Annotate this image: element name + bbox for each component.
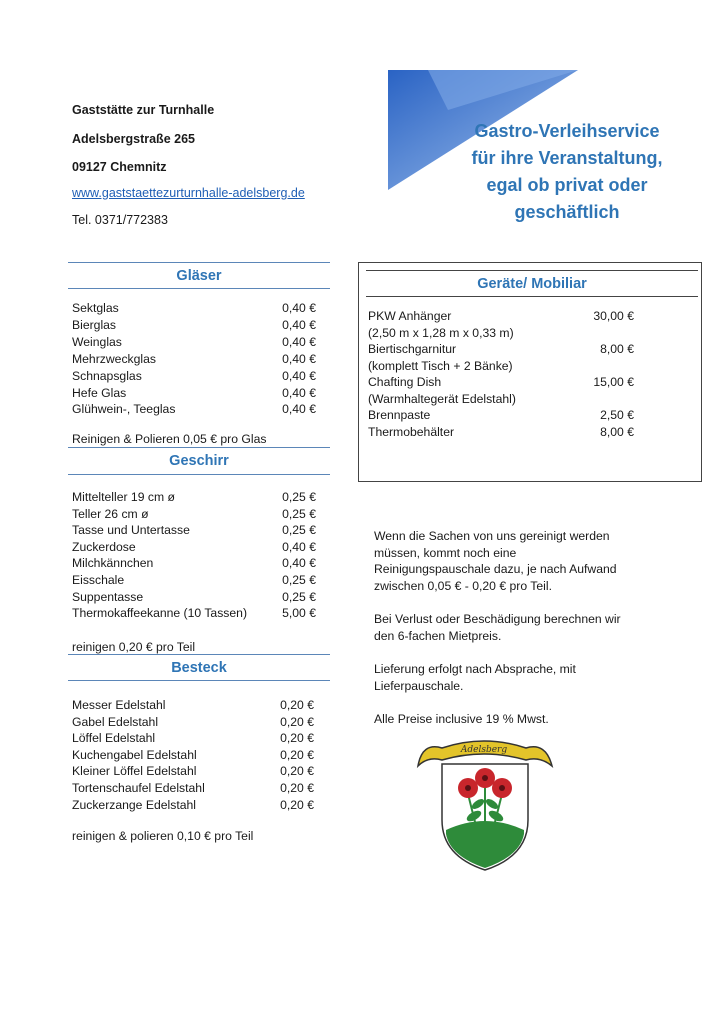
besteck-item-name: Messer Edelstahl bbox=[72, 698, 166, 712]
tagline-line-3: egal ob privat oder bbox=[486, 175, 648, 195]
glaeser-rule-top bbox=[68, 262, 330, 263]
business-phone: Tel. 0371/772383 bbox=[72, 213, 168, 227]
besteck-item-price: 0,20 € bbox=[280, 714, 314, 729]
besteck-item-name: Kuchengabel Edelstahl bbox=[72, 747, 197, 762]
geschirr-note: reinigen 0,20 € pro Teil bbox=[72, 640, 196, 654]
geschirr-item-name: Suppentasse bbox=[72, 589, 144, 604]
glaeser-title: Gläser bbox=[176, 268, 222, 284]
tagline-line-4: geschäftlich bbox=[514, 202, 620, 222]
info-cleaning-line: zwischen 0,05 € - 0,20 € pro Teil. bbox=[374, 578, 552, 593]
geschirr-item-name: Zuckerdose bbox=[72, 539, 136, 554]
info-damage-line: den 6-fachen Mietpreis. bbox=[374, 628, 502, 643]
geschirr-item-price: 0,25 € bbox=[282, 506, 316, 521]
glaeser-rule-bottom bbox=[68, 288, 330, 289]
besteck-item-name: Kleiner Löffel Edelstahl bbox=[72, 764, 197, 779]
info-delivery-line: Lieferung erfolgt nach Absprache, mit bbox=[374, 662, 576, 676]
geraete-item-name: (Warmhaltegerät Edelstahl) bbox=[368, 391, 516, 406]
glaeser-item-price: 0,40 € bbox=[282, 317, 316, 332]
info-damage bbox=[374, 611, 674, 644]
geraete-item-price: 8,00 € bbox=[600, 424, 634, 439]
business-website[interactable] bbox=[72, 186, 305, 200]
geschirr-item-price: 0,25 € bbox=[282, 589, 316, 604]
geraete-rule-top bbox=[366, 270, 698, 271]
geschirr-item-name: Teller 26 cm ø bbox=[72, 506, 149, 521]
business-street: Adelsbergstraße 265 bbox=[72, 132, 195, 146]
business-city: 09127 Chemnitz bbox=[72, 160, 167, 174]
glaeser-item-name: Bierglas bbox=[72, 317, 117, 332]
geschirr-item-price: 0,25 € bbox=[282, 490, 316, 504]
besteck-item-price: 0,20 € bbox=[280, 797, 314, 812]
glaeser-item-name: Weinglas bbox=[72, 334, 122, 349]
tagline-line-1: Gastro-Verleihservice bbox=[474, 121, 660, 141]
besteck-item-name: Gabel Edelstahl bbox=[72, 714, 159, 729]
geraete-item-price: 2,50 € bbox=[600, 408, 634, 422]
besteck-note: reinigen & polieren 0,10 € pro Teil bbox=[72, 829, 254, 843]
adelsberg-crest bbox=[412, 734, 557, 872]
glaeser-item-price: 0,40 € bbox=[282, 385, 316, 400]
besteck-item-price: 0,20 € bbox=[280, 731, 314, 746]
info-vat: Alle Preise inclusive 19 % Mwst. bbox=[374, 712, 549, 726]
website-link[interactable]: www.gaststaettezurturnhalle-adelsberg.de bbox=[72, 186, 305, 200]
info-delivery-line: Lieferpauschale. bbox=[374, 678, 464, 693]
besteck-rule-top bbox=[68, 654, 330, 655]
geschirr-item-name: Tasse und Untertasse bbox=[72, 523, 190, 538]
geschirr-item-price: 0,25 € bbox=[282, 523, 316, 538]
geschirr-item-name: Thermokaffeekanne (10 Tassen) bbox=[72, 606, 248, 621]
crest-ribbon-text: Adelsberg bbox=[460, 745, 508, 755]
geraete-item-price: 30,00 € bbox=[593, 309, 634, 323]
besteck-item-price: 0,20 € bbox=[280, 781, 314, 795]
geraete-item-name: Thermobehälter bbox=[368, 424, 455, 439]
info-cleaning-line: müssen, kommt noch eine bbox=[374, 545, 517, 560]
glaeser-item-name: Hefe Glas bbox=[72, 385, 127, 400]
tagline-line-2: für ihre Veranstaltung, bbox=[471, 148, 663, 168]
info-cleaning-line: Reinigungspauschale dazu, je nach Aufwand bbox=[374, 562, 617, 576]
besteck-item-price: 0,20 € bbox=[280, 764, 314, 779]
glaeser-item-price: 0,40 € bbox=[282, 334, 316, 349]
business-name: Gaststätte zur Turnhalle bbox=[72, 103, 215, 117]
glaeser-item-name: Mehrzweckglas bbox=[72, 351, 156, 366]
besteck-item-name: Zuckerzange Edelstahl bbox=[72, 797, 196, 812]
info-cleaning bbox=[374, 528, 674, 594]
besteck-item-name: Löffel Edelstahl bbox=[72, 731, 156, 746]
geraete-item-name: Biertischgarnitur bbox=[368, 342, 457, 356]
geschirr-item-price: 0,40 € bbox=[282, 556, 316, 571]
info-cleaning-line: Wenn die Sachen von uns gereinigt werden bbox=[374, 529, 610, 543]
geschirr-rule-top bbox=[68, 447, 330, 448]
glaeser-item-name: Schnapsglas bbox=[72, 368, 142, 383]
banner-tagline bbox=[452, 118, 682, 226]
besteck-title: Besteck bbox=[171, 660, 227, 676]
geraete-item-name: (2,50 m x 1,28 m x 0,33 m) bbox=[368, 325, 514, 340]
glaeser-item-price: 0,40 € bbox=[282, 351, 316, 366]
geschirr-item-price: 0,25 € bbox=[282, 573, 316, 587]
geraete-item-price: 15,00 € bbox=[593, 375, 634, 389]
info-delivery bbox=[374, 661, 674, 694]
geschirr-item-price: 0,40 € bbox=[282, 539, 316, 554]
glaeser-item-name: Sektglas bbox=[72, 301, 119, 315]
info-damage-line: Bei Verlust oder Beschädigung berechnen wir bbox=[374, 612, 621, 626]
glaeser-item-name: Glühwein-, Teeglas bbox=[72, 402, 176, 417]
geraete-rule-bottom bbox=[366, 296, 698, 297]
besteck-item-price: 0,20 € bbox=[280, 698, 314, 712]
geschirr-item-name: Mittelteller 19 cm ø bbox=[72, 490, 175, 504]
geschirr-rule-bottom bbox=[68, 474, 330, 475]
besteck-item-name: Tortenschaufel Edelstahl bbox=[72, 781, 205, 795]
glaeser-item-price: 0,40 € bbox=[282, 402, 316, 417]
geschirr-item-name: Milchkännchen bbox=[72, 556, 154, 571]
geraete-item-name: Brennpaste bbox=[368, 408, 431, 422]
besteck-rule-bottom bbox=[68, 680, 330, 681]
geraete-item-name: (komplett Tisch + 2 Bänke) bbox=[368, 358, 513, 373]
glaeser-item-price: 0,40 € bbox=[282, 368, 316, 383]
glaeser-note: Reinigen & Polieren 0,05 € pro Glas bbox=[72, 432, 267, 446]
glaeser-item-price: 0,40 € bbox=[282, 301, 316, 315]
besteck-item-price: 0,20 € bbox=[280, 747, 314, 762]
geschirr-item-name: Eisschale bbox=[72, 573, 125, 587]
geraete-item-price: 8,00 € bbox=[600, 342, 634, 356]
geraete-item-name: PKW Anhänger bbox=[368, 309, 452, 323]
geschirr-item-price: 5,00 € bbox=[282, 606, 316, 621]
geschirr-title: Geschirr bbox=[169, 453, 229, 469]
geraete-title: Geräte/ Mobiliar bbox=[477, 276, 587, 292]
geraete-item-name: Chafting Dish bbox=[368, 375, 442, 389]
